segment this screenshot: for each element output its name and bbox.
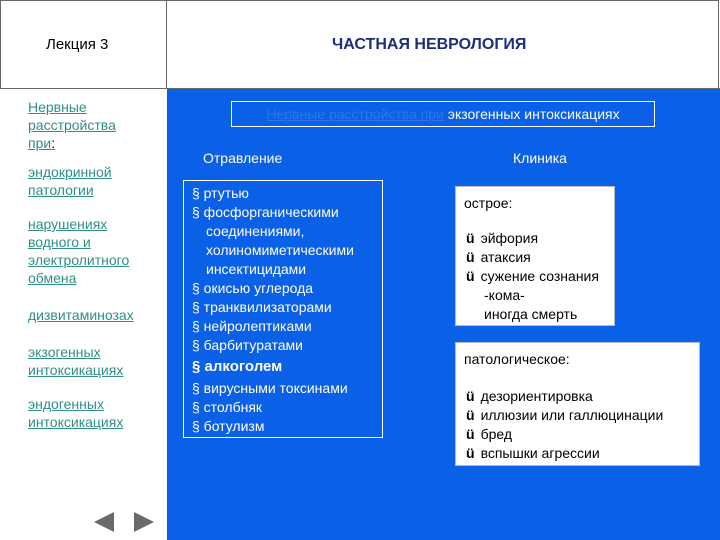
- acute-box: [455, 186, 615, 326]
- pathological-box: [455, 342, 700, 466]
- check-icon: ü: [466, 249, 475, 265]
- list-item: § нейролептиками: [192, 318, 312, 334]
- subtitle-link[interactable]: Нервные расстройства при: [266, 106, 444, 122]
- check-icon: ü: [466, 426, 475, 442]
- list-item-cont: -кома-: [484, 287, 525, 303]
- list-item: ü иллюзии или галлюцинации: [466, 407, 664, 423]
- sidebar-item-nervous-disorders[interactable]: Нервные расстройства при:: [28, 99, 116, 151]
- sidebar-item-dysvitaminosis[interactable]: дизвитаминозах: [28, 307, 134, 323]
- sidebar-item-endogenous[interactable]: эндогенных интоксикациях: [28, 396, 124, 430]
- poisoning-list: [183, 180, 383, 438]
- list-item: ü атаксия: [466, 249, 531, 265]
- header-divider: [166, 0, 167, 88]
- list-item: ü сужение сознания: [466, 268, 599, 284]
- list-item: § фосфорганическими: [192, 204, 339, 220]
- list-item: ü эйфория: [466, 230, 539, 246]
- sidebar-item-endocrine[interactable]: эндокринной патологии: [28, 164, 112, 198]
- poisoning-heading: Отравление: [203, 150, 283, 166]
- list-item: § столбняк: [192, 399, 263, 415]
- sidebar-item-exogenous[interactable]: экзогенных интоксикациях: [28, 344, 124, 378]
- sidebar-item-water-electrolyte[interactable]: нарушениях водного и электролитного обмена: [28, 216, 130, 286]
- clinic-heading: Клиника: [513, 150, 567, 166]
- acute-label: острое:: [464, 195, 513, 211]
- next-slide-arrow-icon[interactable]: [134, 512, 154, 532]
- list-item-emphasis: § алкоголем: [192, 358, 283, 375]
- page-title: ЧАСТНАЯ НЕВРОЛОГИЯ: [332, 36, 527, 53]
- list-item-cont: иногда смерть: [484, 306, 578, 322]
- list-item-cont: холиномиметическими: [206, 242, 354, 258]
- check-icon: ü: [466, 407, 475, 423]
- check-icon: ü: [466, 388, 475, 404]
- list-item: § вирусными токсинами: [192, 380, 348, 396]
- list-item-cont: инсектицидами: [206, 261, 307, 277]
- section-subtitle: Нервные расстройства при экзогенных интоксикациях: [231, 101, 655, 127]
- check-icon: ü: [466, 230, 475, 246]
- list-item: § ботулизм: [192, 418, 265, 434]
- list-item: ü бред: [466, 426, 513, 442]
- list-item: ü дезориентировка: [466, 388, 593, 404]
- check-icon: ü: [466, 268, 475, 284]
- list-item: § барбитуратами: [192, 337, 303, 353]
- check-icon: ü: [466, 445, 475, 461]
- prev-slide-arrow-icon[interactable]: [94, 512, 114, 532]
- list-item: § транквилизаторами: [192, 299, 332, 315]
- list-item: § ртутью: [192, 185, 249, 201]
- list-item: § окисью углерода: [192, 280, 314, 296]
- lecture-number: Лекция 3: [46, 36, 109, 53]
- list-item-cont: соединениями,: [206, 223, 305, 239]
- list-item: ü вспышки агрессии: [466, 445, 600, 461]
- pathological-label: патологическое:: [464, 351, 570, 367]
